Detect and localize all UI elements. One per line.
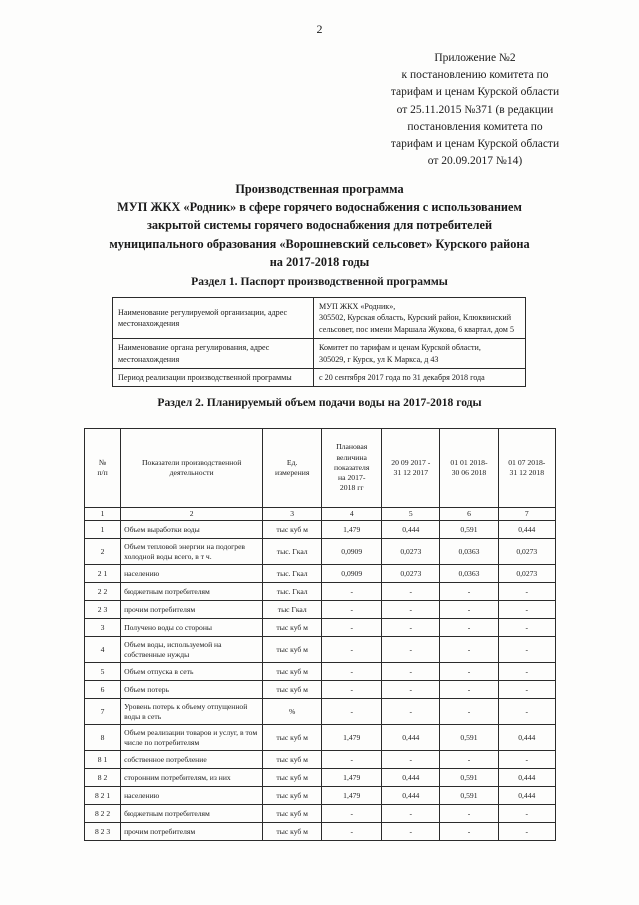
passport-value: [314, 339, 526, 369]
row-number: 8 2: [85, 769, 121, 787]
row-period-3-value: 0,444: [498, 725, 555, 751]
row-plan-value: -: [322, 637, 382, 663]
row-period-3-value: -: [498, 663, 555, 681]
document-title: [40, 180, 599, 291]
row-unit: тыс Гкал: [263, 601, 322, 619]
addressee-line: тарифам и ценам Курской области: [390, 86, 560, 99]
table-row: [85, 769, 556, 787]
header-period-line: 01 01 2018-: [450, 457, 488, 467]
row-number: 2 3: [85, 601, 121, 619]
table-row: [85, 663, 556, 681]
header-unit: [263, 429, 322, 508]
header-period-line: 31 12 2017: [393, 468, 429, 477]
row-indicator: бюджетным потребителям: [121, 583, 263, 601]
passport-label: Период реализации производственной программы: [113, 369, 314, 387]
title-line: МУП ЖКХ «Родник» в сфере горячего водоснабжения с использованием: [117, 200, 522, 215]
passport-value-line: МУП ЖКХ «Родник»,: [319, 302, 396, 311]
header-period-1: [382, 429, 440, 508]
row-period-3-value: 0,0273: [498, 539, 555, 565]
row-number: 3: [85, 619, 121, 637]
header-number-line: №: [98, 457, 107, 467]
column-number: 2: [121, 508, 263, 521]
column-number: 6: [440, 508, 498, 521]
passport-label: Наименование органа регулирования, адрес местонахождения: [113, 339, 314, 369]
title-line: закрытой системы горячего водоснабжения для потребителей: [146, 218, 493, 233]
section-1-heading: Раздел 1. Паспорт производственной программы: [191, 275, 448, 289]
row-period-1-value: -: [382, 681, 440, 699]
row-period-2-value: 0,591: [440, 769, 498, 787]
row-indicator: прочим потребителям: [121, 601, 263, 619]
header-number-line: п/п: [97, 468, 108, 477]
row-plan-value: -: [322, 681, 382, 699]
title-line: муниципального образования «Ворошневский сельсовет» Курского района: [109, 236, 530, 251]
row-unit: тыс куб м: [263, 769, 322, 787]
row-period-1-value: -: [382, 583, 440, 601]
page-number: 2: [316, 22, 323, 36]
passport-table: [112, 297, 526, 387]
row-period-3-value: -: [498, 699, 555, 725]
row-unit: тыс куб м: [263, 725, 322, 751]
row-unit: тыс куб м: [263, 751, 322, 769]
row-number: 5: [85, 663, 121, 681]
row-plan-value: 0,0909: [322, 565, 382, 583]
row-period-2-value: 0,591: [440, 725, 498, 751]
row-period-3-value: 0,444: [498, 521, 555, 539]
row-indicator: Уровень потерь к объему отпущенной воды в сеть: [121, 699, 263, 725]
row-period-3-value: -: [498, 805, 555, 823]
table-row: [113, 369, 526, 387]
row-plan-value: -: [322, 601, 382, 619]
header-indicator-line: деятельности: [169, 468, 214, 477]
row-plan-value: -: [322, 699, 382, 725]
row-period-2-value: -: [440, 805, 498, 823]
table-row: [85, 787, 556, 805]
header-indicator-line: Показатели производственной: [141, 457, 242, 467]
passport-value-line: сельсовет, пос имени Маршала Жукова, 6 квартал, дом 5: [319, 324, 515, 334]
row-unit: тыс. Гкал: [263, 583, 322, 601]
row-plan-value: 1,479: [322, 769, 382, 787]
row-plan-value: -: [322, 663, 382, 681]
row-plan-value: -: [322, 751, 382, 769]
row-number: 8 2 2: [85, 805, 121, 823]
passport-value: [314, 298, 526, 339]
row-period-2-value: -: [440, 583, 498, 601]
row-indicator: собственное потребление: [121, 751, 263, 769]
header-period-line: 30 06 2018: [451, 468, 487, 477]
header-period-line: 20 09 2017 -: [391, 457, 431, 467]
passport-value-line: 305502, Курская область, Курский район, Клюквинский: [319, 313, 512, 323]
row-plan-value: -: [322, 823, 382, 841]
row-number: 1: [85, 521, 121, 539]
column-number: 5: [382, 508, 440, 521]
row-indicator: населению: [121, 787, 263, 805]
row-period-2-value: -: [440, 681, 498, 699]
row-period-1-value: -: [382, 663, 440, 681]
row-period-2-value: 0,591: [440, 787, 498, 805]
row-plan-value: 1,479: [322, 787, 382, 805]
row-unit: тыс куб м: [263, 681, 322, 699]
table-row: [113, 339, 526, 369]
row-unit: тыс куб м: [263, 805, 322, 823]
row-period-3-value: -: [498, 601, 555, 619]
row-period-2-value: 0,0363: [440, 539, 498, 565]
header-period-3: [498, 429, 555, 508]
row-number: 2 1: [85, 565, 121, 583]
row-period-1-value: 0,0273: [382, 565, 440, 583]
passport-value-line: с 20 сентября 2017 года по 31 декабря 2018 года: [319, 373, 485, 383]
row-number: 8 2 1: [85, 787, 121, 805]
header-plan-value: [322, 429, 382, 508]
addressee-block: [330, 50, 620, 170]
table-row: [85, 619, 556, 637]
row-unit: тыс куб м: [263, 663, 322, 681]
row-unit: тыс куб м: [263, 637, 322, 663]
row-number: 7: [85, 699, 121, 725]
row-indicator: Объем потерь: [121, 681, 263, 699]
row-unit: тыс куб м: [263, 787, 322, 805]
header-period-line: 31 12 2018: [509, 468, 545, 477]
row-period-2-value: -: [440, 601, 498, 619]
passport-value-line: Комитет по тарифам и ценам Курской области,: [319, 343, 481, 353]
addressee-line: от 25.11.2015 №371 (в редакции: [396, 103, 554, 116]
table-row: [85, 681, 556, 699]
row-unit: тыс. Гкал: [263, 539, 322, 565]
row-indicator: прочим потребителям: [121, 823, 263, 841]
table-row: [85, 805, 556, 823]
addressee-line: от 20.09.2017 №14): [427, 155, 523, 168]
header-plan-line: 2018 гг: [339, 483, 364, 493]
row-period-3-value: -: [498, 637, 555, 663]
row-period-1-value: 0,0273: [382, 539, 440, 565]
row-period-2-value: 0,0363: [440, 565, 498, 583]
table-row: [85, 601, 556, 619]
table-row: [85, 539, 556, 565]
header-period-2: [440, 429, 498, 508]
row-period-1-value: 0,444: [382, 725, 440, 751]
row-period-1-value: 0,444: [382, 769, 440, 787]
row-plan-value: 1,479: [322, 725, 382, 751]
row-indicator: Получено воды со стороны: [121, 619, 263, 637]
header-unit-line: Ед.: [286, 457, 298, 467]
row-number: 8: [85, 725, 121, 751]
water-volume-table: [84, 428, 556, 841]
table-row: [85, 751, 556, 769]
row-unit: %: [263, 699, 322, 725]
water-volume-table-body: [85, 521, 556, 841]
row-plan-value: 0,0909: [322, 539, 382, 565]
passport-value: [314, 369, 526, 387]
row-unit: тыс куб м: [263, 619, 322, 637]
row-number: 4: [85, 637, 121, 663]
row-period-1-value: -: [382, 619, 440, 637]
row-period-1-value: -: [382, 601, 440, 619]
row-period-3-value: 0,444: [498, 769, 555, 787]
addressee-line: тарифам и ценам Курской области: [390, 138, 560, 151]
row-period-1-value: -: [382, 699, 440, 725]
row-period-2-value: -: [440, 637, 498, 663]
passport-value-line: 305029, г Курск, ул К Маркса, д 43: [319, 354, 439, 364]
table-row: [113, 298, 526, 339]
row-plan-value: -: [322, 583, 382, 601]
row-period-2-value: -: [440, 823, 498, 841]
row-period-2-value: -: [440, 751, 498, 769]
row-number: 2: [85, 539, 121, 565]
title-line: Производственная программа: [235, 182, 404, 196]
row-period-2-value: -: [440, 699, 498, 725]
header-plan-line: величина: [336, 452, 367, 462]
row-number: 8 1: [85, 751, 121, 769]
header-period-line: 01 07 2018-: [508, 457, 546, 467]
row-period-3-value: -: [498, 619, 555, 637]
table-row: [85, 699, 556, 725]
row-unit: тыс куб м: [263, 823, 322, 841]
row-indicator: Объем тепловой энергии на подогрев холодной воды всего, в т ч.: [121, 539, 263, 565]
row-plan-value: -: [322, 619, 382, 637]
row-indicator: Объем воды, используемой на собственные нужды: [121, 637, 263, 663]
row-period-1-value: -: [382, 637, 440, 663]
column-number-row: [85, 508, 556, 521]
addressee-line: Приложение №2: [434, 52, 516, 64]
row-indicator: Объем реализации товаров и услуг, в том числе по потребителям: [121, 725, 263, 751]
table-row: [85, 725, 556, 751]
row-period-1-value: -: [382, 823, 440, 841]
passport-label: Наименование регулируемой организации, адрес местонахождения: [113, 298, 314, 339]
header-number: [85, 429, 121, 508]
row-indicator: сторонним потребителям, из них: [121, 769, 263, 787]
column-number: 3: [263, 508, 322, 521]
column-number: 1: [85, 508, 121, 521]
row-period-3-value: -: [498, 823, 555, 841]
row-period-3-value: -: [498, 583, 555, 601]
row-period-3-value: -: [498, 681, 555, 699]
row-period-1-value: 0,444: [382, 787, 440, 805]
row-number: 8 2 3: [85, 823, 121, 841]
row-period-1-value: -: [382, 751, 440, 769]
row-indicator: Объем выработки воды: [121, 521, 263, 539]
header-indicator: [121, 429, 263, 508]
title-line: на 2017-2018 годы: [269, 254, 370, 269]
row-plan-value: -: [322, 805, 382, 823]
table-row: [85, 521, 556, 539]
row-indicator: населению: [121, 565, 263, 583]
addressee-line: к постановлению комитета по: [401, 69, 549, 82]
table-row: [85, 823, 556, 841]
addressee-line: постановления комитета по: [407, 120, 543, 133]
row-period-1-value: 0,444: [382, 521, 440, 539]
row-period-3-value: 0,0273: [498, 565, 555, 583]
row-unit: тыс куб м: [263, 521, 322, 539]
header-plan-line: Плановая: [336, 442, 368, 452]
row-period-2-value: 0,591: [440, 521, 498, 539]
header-unit-line: измерения: [275, 468, 310, 477]
table-row: [85, 583, 556, 601]
row-period-2-value: -: [440, 663, 498, 681]
row-number: 6: [85, 681, 121, 699]
row-number: 2 2: [85, 583, 121, 601]
column-number: 4: [322, 508, 382, 521]
header-plan-line: показателя: [334, 462, 370, 472]
header-plan-line: на 2017-: [338, 473, 366, 483]
row-period-1-value: -: [382, 805, 440, 823]
table-row: [85, 565, 556, 583]
table-header-row: [85, 429, 556, 508]
table-row: [85, 637, 556, 663]
section-2-heading: Раздел 2. Планируемый объем подачи воды на 2017-2018 годы: [157, 396, 482, 409]
row-unit: тыс. Гкал: [263, 565, 322, 583]
row-indicator: Объем отпуска в сеть: [121, 663, 263, 681]
row-period-2-value: -: [440, 619, 498, 637]
row-period-3-value: -: [498, 751, 555, 769]
row-period-3-value: 0,444: [498, 787, 555, 805]
row-plan-value: 1,479: [322, 521, 382, 539]
row-indicator: бюджетным потребителям: [121, 805, 263, 823]
column-number: 7: [498, 508, 555, 521]
